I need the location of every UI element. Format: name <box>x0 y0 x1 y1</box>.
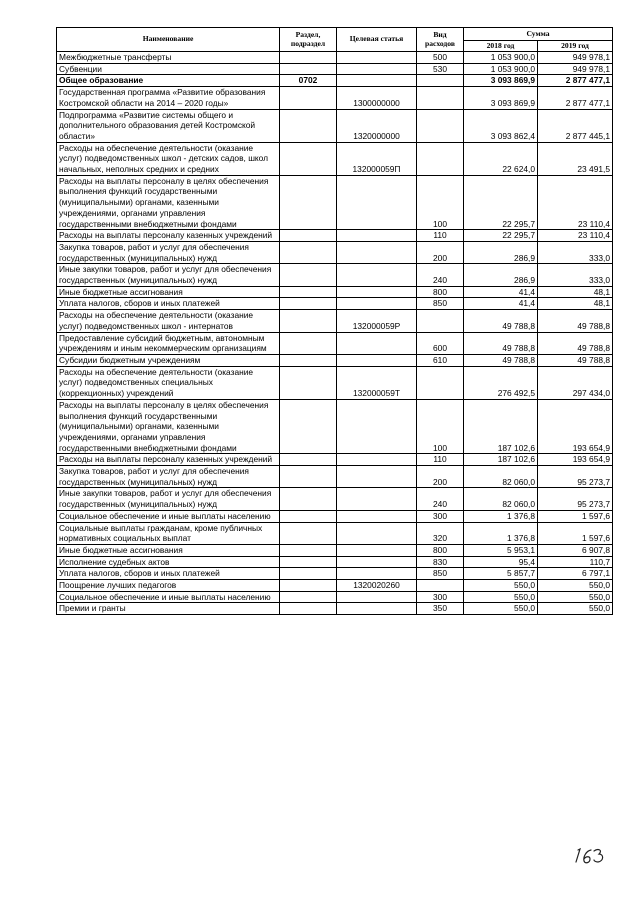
cell-amount-2018: 550,0 <box>464 580 538 592</box>
cell-section <box>280 522 337 544</box>
table-row <box>57 510 613 522</box>
cell-type: 200 <box>417 241 464 263</box>
cell-name: Поощрение лучших педагогов <box>57 580 280 592</box>
table-row <box>57 241 613 263</box>
cell-section <box>280 354 337 366</box>
cell-amount-2019: 23 110,4 <box>538 175 613 230</box>
cell-type <box>417 310 464 332</box>
cell-target <box>337 241 417 263</box>
cell-amount-2018: 1 376,8 <box>464 510 538 522</box>
cell-name: Уплата налогов, сборов и иных платежей <box>57 568 280 580</box>
cell-name: Иные закупки товаров, работ и услуг для обеспечения государственных (муниципальных) нужд <box>57 264 280 286</box>
header-year-2018: 2018 год <box>464 41 538 52</box>
cell-name: Иные закупки товаров, работ и услуг для обеспечения государственных (муниципальных) нужд <box>57 488 280 510</box>
cell-target <box>337 63 417 75</box>
cell-amount-2019: 23 110,4 <box>538 230 613 242</box>
table-row <box>57 591 613 603</box>
cell-amount-2018: 82 060,0 <box>464 488 538 510</box>
cell-name: Социальное обеспечение и иные выплаты населению <box>57 591 280 603</box>
cell-amount-2018: 49 788,8 <box>464 332 538 354</box>
table-row <box>57 264 613 286</box>
cell-amount-2018: 41,4 <box>464 286 538 298</box>
cell-section <box>280 52 337 64</box>
cell-target <box>337 52 417 64</box>
cell-target <box>337 399 417 454</box>
cell-target <box>337 230 417 242</box>
cell-target <box>337 286 417 298</box>
table-row <box>57 522 613 544</box>
cell-name: Расходы на обеспечение деятельности (оказание услуг) подведомственных школ - детских садов, школ начальных, неполных средних и средних <box>57 142 280 175</box>
cell-target <box>337 466 417 488</box>
cell-section <box>280 241 337 263</box>
cell-type <box>417 366 464 399</box>
cell-name: Подпрограмма «Развитие системы общего и дополнительного образования детей Костромской области» <box>57 109 280 142</box>
cell-section <box>280 580 337 592</box>
cell-amount-2018: 1 053 900,0 <box>464 52 538 64</box>
cell-target <box>337 522 417 544</box>
cell-type: 800 <box>417 286 464 298</box>
cell-name: Исполнение судебных актов <box>57 556 280 568</box>
cell-section <box>280 603 337 615</box>
table-row <box>57 603 613 615</box>
cell-name: Социальные выплаты гражданам, кроме публичных нормативных социальных выплат <box>57 522 280 544</box>
cell-amount-2018: 3 093 869,9 <box>464 75 538 87</box>
cell-target <box>337 556 417 568</box>
cell-target: 1320000000 <box>337 109 417 142</box>
cell-amount-2018: 22 624,0 <box>464 142 538 175</box>
cell-target <box>337 332 417 354</box>
table-row <box>57 52 613 64</box>
cell-type: 300 <box>417 510 464 522</box>
cell-type: 830 <box>417 556 464 568</box>
header-name: Наименование <box>57 28 280 52</box>
table-row <box>57 580 613 592</box>
cell-name: Расходы на обеспечение деятельности (оказание услуг) подведомственных специальных (коррекционных) учреждений <box>57 366 280 399</box>
header-section: Раздел, подраздел <box>280 28 337 52</box>
cell-amount-2018: 3 093 869,9 <box>464 87 538 109</box>
cell-section <box>280 366 337 399</box>
cell-name: Государственная программа «Развитие образования Костромской области на 2014 – 2020 годы» <box>57 87 280 109</box>
cell-name: Субсидии бюджетным учреждениям <box>57 354 280 366</box>
cell-name: Субвенции <box>57 63 280 75</box>
cell-type <box>417 87 464 109</box>
cell-type: 500 <box>417 52 464 64</box>
cell-type: 530 <box>417 63 464 75</box>
table-row <box>57 366 613 399</box>
budget-table <box>56 27 613 615</box>
table-body <box>57 52 613 615</box>
cell-amount-2019: 6 907,8 <box>538 544 613 556</box>
cell-amount-2019: 1 597,6 <box>538 522 613 544</box>
cell-name: Расходы на выплаты персоналу казенных учреждений <box>57 454 280 466</box>
cell-amount-2019: 2 877 477,1 <box>538 75 613 87</box>
cell-target <box>337 488 417 510</box>
table-row <box>57 466 613 488</box>
cell-name: Социальное обеспечение и иные выплаты населению <box>57 510 280 522</box>
cell-name: Расходы на выплаты персоналу в целях обеспечения выполнения функций государственными (муниципальными) органами, казенными учреждениями, органами управления государственными внебюджетными фондами <box>57 399 280 454</box>
cell-target <box>337 175 417 230</box>
table-row <box>57 63 613 75</box>
cell-target <box>337 264 417 286</box>
cell-type: 610 <box>417 354 464 366</box>
cell-type <box>417 109 464 142</box>
cell-target <box>337 454 417 466</box>
cell-target: 1320020260 <box>337 580 417 592</box>
cell-target: 132000059Т <box>337 366 417 399</box>
cell-type: 110 <box>417 230 464 242</box>
cell-amount-2019: 949 978,1 <box>538 63 613 75</box>
cell-amount-2018: 22 295,7 <box>464 230 538 242</box>
header-sum: Сумма <box>464 28 613 41</box>
table-row <box>57 354 613 366</box>
cell-amount-2018: 82 060,0 <box>464 466 538 488</box>
cell-name: Закупка товаров, работ и услуг для обеспечения государственных (муниципальных) нужд <box>57 466 280 488</box>
cell-amount-2019: 193 654,9 <box>538 399 613 454</box>
cell-section <box>280 175 337 230</box>
table-row <box>57 286 613 298</box>
cell-type: 850 <box>417 568 464 580</box>
cell-section: 0702 <box>280 75 337 87</box>
cell-amount-2019: 550,0 <box>538 580 613 592</box>
cell-name: Иные бюджетные ассигнования <box>57 544 280 556</box>
table-row <box>57 109 613 142</box>
cell-type: 600 <box>417 332 464 354</box>
cell-name: Расходы на выплаты персоналу в целях обеспечения выполнения функций государственными (муниципальными) органами, казенными учреждениями, органами управления государственными внебюджетными фондами <box>57 175 280 230</box>
cell-target: 1300000000 <box>337 87 417 109</box>
table-row <box>57 298 613 310</box>
cell-amount-2018: 187 102,6 <box>464 399 538 454</box>
table-row <box>57 175 613 230</box>
cell-amount-2019: 110,7 <box>538 556 613 568</box>
cell-amount-2018: 41,4 <box>464 298 538 310</box>
cell-name: Предоставление субсидий бюджетным, автономным учреждениям и иным некоммерческим организациям <box>57 332 280 354</box>
cell-target <box>337 544 417 556</box>
cell-amount-2019: 95 273,7 <box>538 488 613 510</box>
cell-name: Расходы на выплаты персоналу казенных учреждений <box>57 230 280 242</box>
cell-amount-2018: 276 492,5 <box>464 366 538 399</box>
cell-target <box>337 591 417 603</box>
cell-section <box>280 332 337 354</box>
cell-section <box>280 568 337 580</box>
cell-amount-2019: 49 788,8 <box>538 354 613 366</box>
cell-target <box>337 354 417 366</box>
cell-amount-2019: 49 788,8 <box>538 332 613 354</box>
cell-section <box>280 310 337 332</box>
cell-type: 240 <box>417 264 464 286</box>
cell-amount-2018: 550,0 <box>464 603 538 615</box>
header-type: Вид расходов <box>417 28 464 52</box>
cell-type <box>417 75 464 87</box>
cell-section <box>280 87 337 109</box>
table-row <box>57 568 613 580</box>
cell-section <box>280 488 337 510</box>
table-row <box>57 488 613 510</box>
cell-target <box>337 298 417 310</box>
cell-section <box>280 544 337 556</box>
cell-section <box>280 63 337 75</box>
cell-amount-2018: 286,9 <box>464 241 538 263</box>
cell-section <box>280 510 337 522</box>
cell-section <box>280 466 337 488</box>
cell-target <box>337 603 417 615</box>
cell-name: Премии и гранты <box>57 603 280 615</box>
cell-amount-2018: 49 788,8 <box>464 310 538 332</box>
cell-amount-2018: 3 093 862,4 <box>464 109 538 142</box>
cell-amount-2018: 1 053 900,0 <box>464 63 538 75</box>
cell-amount-2018: 22 295,7 <box>464 175 538 230</box>
cell-type: 320 <box>417 522 464 544</box>
cell-type <box>417 580 464 592</box>
cell-section <box>280 454 337 466</box>
cell-type: 300 <box>417 591 464 603</box>
cell-amount-2018: 1 376,8 <box>464 522 538 544</box>
cell-amount-2019: 48,1 <box>538 286 613 298</box>
table-row <box>57 87 613 109</box>
cell-amount-2018: 550,0 <box>464 591 538 603</box>
handwritten-page-number <box>572 846 608 866</box>
cell-section <box>280 591 337 603</box>
cell-target <box>337 510 417 522</box>
table-row <box>57 332 613 354</box>
cell-section <box>280 556 337 568</box>
table-row <box>57 230 613 242</box>
cell-amount-2019: 1 597,6 <box>538 510 613 522</box>
table-row <box>57 556 613 568</box>
cell-type <box>417 142 464 175</box>
header-year-2019: 2019 год <box>538 41 613 52</box>
cell-target <box>337 75 417 87</box>
cell-type: 200 <box>417 466 464 488</box>
cell-target: 132000059П <box>337 142 417 175</box>
cell-section <box>280 142 337 175</box>
cell-amount-2019: 49 788,8 <box>538 310 613 332</box>
cell-amount-2019: 297 434,0 <box>538 366 613 399</box>
cell-type: 800 <box>417 544 464 556</box>
cell-amount-2019: 333,0 <box>538 264 613 286</box>
cell-section <box>280 298 337 310</box>
cell-amount-2018: 5 857,7 <box>464 568 538 580</box>
cell-amount-2018: 5 953,1 <box>464 544 538 556</box>
header-target: Целевая статья <box>337 28 417 52</box>
cell-amount-2019: 550,0 <box>538 603 613 615</box>
cell-amount-2019: 193 654,9 <box>538 454 613 466</box>
cell-amount-2018: 95,4 <box>464 556 538 568</box>
cell-amount-2019: 23 491,5 <box>538 142 613 175</box>
cell-amount-2018: 187 102,6 <box>464 454 538 466</box>
cell-type: 100 <box>417 175 464 230</box>
cell-amount-2018: 49 788,8 <box>464 354 538 366</box>
cell-name: Межбюджетные трансферты <box>57 52 280 64</box>
cell-section <box>280 286 337 298</box>
cell-amount-2019: 48,1 <box>538 298 613 310</box>
cell-name: Общее образование <box>57 75 280 87</box>
table-row <box>57 399 613 454</box>
table-row <box>57 544 613 556</box>
cell-name: Иные бюджетные ассигнования <box>57 286 280 298</box>
cell-amount-2019: 333,0 <box>538 241 613 263</box>
cell-name: Расходы на обеспечение деятельности (оказание услуг) подведомственных школ - интернатов <box>57 310 280 332</box>
cell-amount-2019: 550,0 <box>538 591 613 603</box>
cell-target: 132000059Р <box>337 310 417 332</box>
cell-amount-2019: 95 273,7 <box>538 466 613 488</box>
table-row <box>57 454 613 466</box>
cell-section <box>280 399 337 454</box>
cell-name: Закупка товаров, работ и услуг для обеспечения государственных (муниципальных) нужд <box>57 241 280 263</box>
cell-amount-2019: 2 877 445,1 <box>538 109 613 142</box>
cell-type: 110 <box>417 454 464 466</box>
cell-type: 240 <box>417 488 464 510</box>
cell-type: 100 <box>417 399 464 454</box>
table-header <box>57 28 613 52</box>
cell-section <box>280 230 337 242</box>
cell-amount-2019: 949 978,1 <box>538 52 613 64</box>
cell-name: Уплата налогов, сборов и иных платежей <box>57 298 280 310</box>
cell-type: 850 <box>417 298 464 310</box>
cell-type: 350 <box>417 603 464 615</box>
cell-target <box>337 568 417 580</box>
cell-amount-2019: 6 797,1 <box>538 568 613 580</box>
table-row <box>57 142 613 175</box>
cell-section <box>280 109 337 142</box>
cell-section <box>280 264 337 286</box>
table-row <box>57 75 613 87</box>
table-row <box>57 310 613 332</box>
cell-amount-2018: 286,9 <box>464 264 538 286</box>
cell-amount-2019: 2 877 477,1 <box>538 87 613 109</box>
